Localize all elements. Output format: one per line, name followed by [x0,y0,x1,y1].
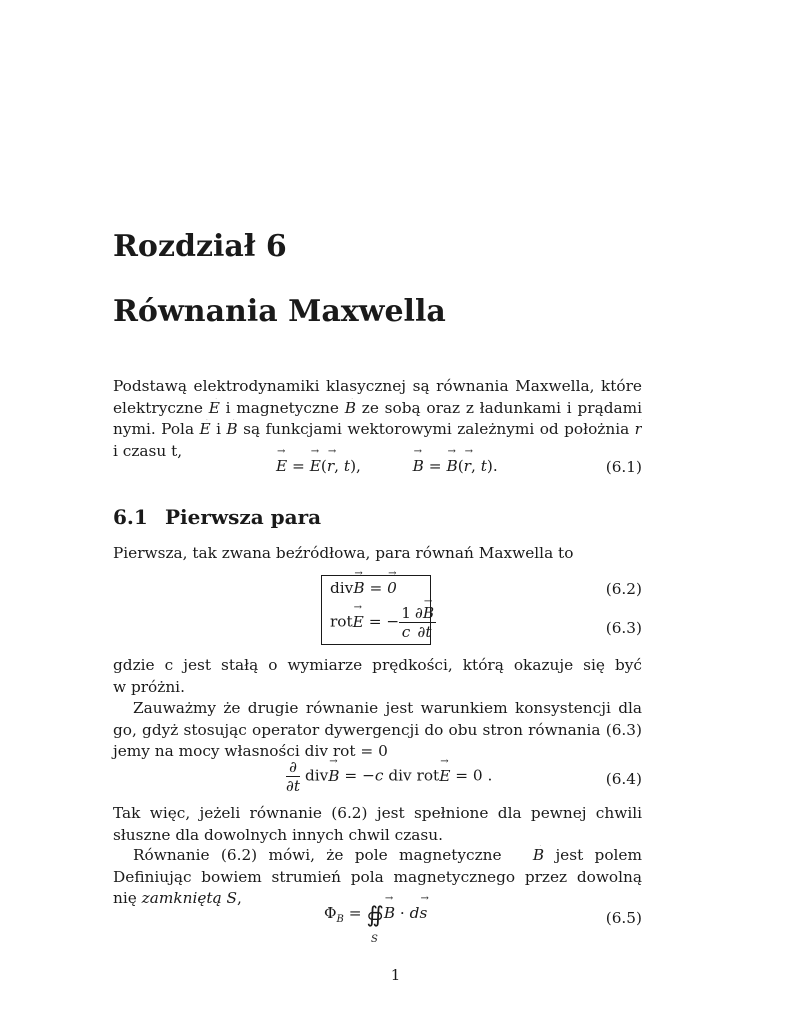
equation-number-6-3: (6.3) [605,619,642,637]
paragraph-time: Tak więc, jeżeli równanie (6.2) jest spełnione dla pewnej chwili słuszne dla dowolnych innych chwil czasu. [113,804,642,844]
equation-number-6-2: (6.2) [605,580,642,598]
equation-6-3: rot→ E = − $\frac{1}{c}$ $\frac{\partial\to B}{\partial t}$ [330,604,436,641]
chapter-label: Rozdział 6 [113,229,287,264]
intro-line-2: elektryczne → E i magnetyczne → B ze sobą oraz z ładunkami i prądami [113,398,642,420]
intro-paragraph [113,376,642,462]
intro-line-4: i czasu t, [113,441,183,460]
equation-number-6-1: (6.1) [605,458,642,476]
equation-number-6-5: (6.5) [605,909,642,927]
chapter-title: Równania Maxwella [113,294,446,329]
intro-line-1: Podstawą elektrodynamiki klasycznej są równania Maxwella, które [113,377,642,395]
paragraph-consistency: Zauważmy że drugie równanie jest warunkiem konsystencji dla go, gdyż stosując operator dywergencji do obu stron równania (6.3) jemy na mocy własności div rot = 0 [113,699,642,760]
integral-subscript: S [371,934,378,945]
equation-number-6-4: (6.4) [605,770,642,788]
equation-6-2: div→ B = → 0 [330,579,397,597]
equation-6-5: $\Phi_B$ = ∯→ B · d→ s [324,903,427,928]
section-title: Pierwsza para [165,505,322,529]
section-heading [113,505,321,529]
intro-line-3: nymi. Pola → E i → B są funkcjami wektorowymi zależnymi od położnia → r [113,419,642,441]
paragraph-speed-of-light: gdzie c jest stałą o wymiarze prędkości, którą okazuje się być w próżni. [113,656,642,696]
paragraph-flux: Równanie (6.2) mówi, że pole magnetyczne → B jest polem Definiując bowiem strumień pola magnetycznego przez dowolną nię zamkniętą S, [113,845,642,910]
equation-6-1: → E = → E(→ r, t), → B = → B(→ r, t). [276,457,498,475]
page-number: 1 [390,966,401,984]
section-number: 6.1 [113,505,148,529]
equation-6-4: $\frac{\partial}{\partial t}$ div→ B = −c div rot→ E = 0 . [286,758,492,795]
section-lead: Pierwsza, tak zwana beźródłowa, para równań Maxwella to [113,544,574,562]
